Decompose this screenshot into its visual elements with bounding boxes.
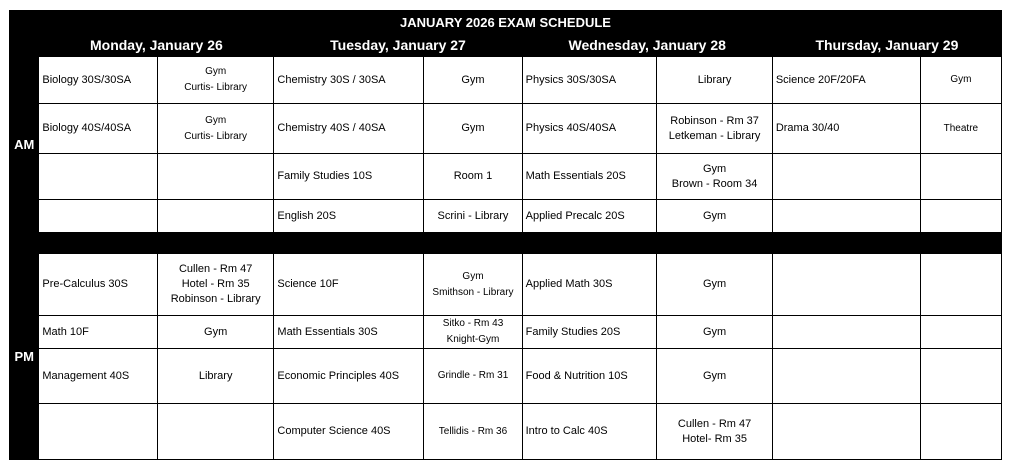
room-assignment: Brown - Room 34 <box>671 177 758 190</box>
course-cell-monday <box>39 200 158 233</box>
room-cell-thursday <box>920 316 1001 349</box>
room-assignment: Gym <box>950 74 972 85</box>
am-pm-separator <box>10 233 1002 254</box>
room-assignment: Robinson - Library <box>170 293 261 305</box>
room-assignment: Cullen - Rm 47 <box>178 263 253 275</box>
course-cell-tuesday: Science 10F <box>274 254 424 316</box>
course-cell-thursday: Science 20F/20FA <box>772 57 920 104</box>
room-cell-wednesday <box>657 404 772 460</box>
room-assignment: Gym <box>702 162 727 175</box>
am-period-label: AM <box>10 57 39 233</box>
room-assignment: Grindle - Rm 31 <box>437 370 509 381</box>
room-assignment: Theatre <box>943 122 979 134</box>
day-header-tuesday: Tuesday, January 27 <box>274 35 522 57</box>
room-assignment: Gym <box>702 278 727 290</box>
room-cell-monday <box>157 254 274 316</box>
course-cell-wednesday: Intro to Calc 40S <box>522 404 657 460</box>
room-assignment: Scrini - Library <box>437 209 509 222</box>
room-cell-monday <box>157 316 274 349</box>
course-cell-monday: Pre-Calculus 30S <box>39 254 158 316</box>
course-cell-thursday <box>772 254 920 316</box>
room-assignment: Gym <box>702 209 727 222</box>
room-cell-monday <box>157 154 274 200</box>
room-cell-thursday <box>920 200 1001 233</box>
room-assignment: Gym <box>205 114 227 126</box>
room-cell-wednesday <box>657 349 772 404</box>
room-assignment: Library <box>198 369 233 382</box>
schedule-row <box>10 154 1002 200</box>
course-cell-tuesday: Computer Science 40S <box>274 404 424 460</box>
room-cell-tuesday <box>424 254 522 316</box>
schedule-row <box>10 404 1002 460</box>
schedule-row <box>10 349 1002 404</box>
room-assignment: Gym <box>702 325 727 338</box>
exam-schedule-table <box>9 10 1002 460</box>
course-cell-monday: Management 40S <box>39 349 158 404</box>
course-cell-monday <box>39 404 158 460</box>
separator-bar <box>10 233 1002 254</box>
course-cell-thursday <box>772 404 920 460</box>
day-header-thursday: Thursday, January 29 <box>772 35 1001 57</box>
course-cell-wednesday: Applied Math 30S <box>522 254 657 316</box>
room-assignment: Tellidis - Rm 36 <box>438 425 508 437</box>
course-cell-monday: Biology 40S/40SA <box>39 104 158 154</box>
course-cell-tuesday: Math Essentials 30S <box>274 316 424 349</box>
room-cell-monday <box>157 57 274 104</box>
room-assignment: Letkeman - Library <box>668 129 761 142</box>
schedule-title: JANUARY 2026 EXAM SCHEDULE <box>10 11 1002 35</box>
room-cell-tuesday <box>424 404 522 460</box>
room-assignment: Gym <box>204 325 228 338</box>
course-cell-wednesday: Physics 40S/40SA <box>522 104 657 154</box>
course-cell-thursday <box>772 349 920 404</box>
room-assignment: Gym <box>461 122 485 134</box>
room-cell-tuesday <box>424 154 522 200</box>
room-cell-thursday <box>920 57 1001 104</box>
room-assignment: Hotel- Rm 35 <box>682 432 747 445</box>
course-cell-monday: Biology 30S/30SA <box>39 57 158 104</box>
room-cell-wednesday <box>657 104 772 154</box>
course-cell-thursday <box>772 316 920 349</box>
room-cell-thursday <box>920 104 1001 154</box>
room-cell-wednesday <box>657 316 772 349</box>
course-cell-thursday <box>772 200 920 233</box>
room-assignment: Gym <box>462 270 484 282</box>
schedule-row <box>10 200 1002 233</box>
room-cell-wednesday <box>657 200 772 233</box>
room-cell-monday <box>157 349 274 404</box>
room-assignment: Robinson - Rm 37 <box>670 114 759 127</box>
room-assignment: Library <box>697 73 732 86</box>
pm-period-label: PM <box>10 254 39 460</box>
course-cell-tuesday: Chemistry 40S / 40SA <box>274 104 424 154</box>
schedule-row <box>10 254 1002 316</box>
course-cell-wednesday: Physics 30S/30SA <box>522 57 657 104</box>
course-cell-tuesday: English 20S <box>274 200 424 233</box>
room-cell-wednesday <box>657 57 772 104</box>
room-cell-thursday <box>920 254 1001 316</box>
course-cell-thursday: Drama 30/40 <box>772 104 920 154</box>
course-cell-tuesday: Family Studies 10S <box>274 154 424 200</box>
period-header-blank <box>10 35 39 57</box>
room-assignment: Gym <box>702 369 727 382</box>
room-assignment: Room 1 <box>453 170 493 182</box>
room-assignment: Hotel - Rm 35 <box>181 278 250 290</box>
course-cell-wednesday: Math Essentials 20S <box>522 154 657 200</box>
room-assignment: Gym <box>205 66 227 77</box>
day-header-monday: Monday, January 26 <box>39 35 274 57</box>
course-cell-wednesday: Family Studies 20S <box>522 316 657 349</box>
room-cell-monday <box>157 104 274 154</box>
room-cell-thursday <box>920 404 1001 460</box>
course-cell-monday <box>39 154 158 200</box>
room-assignment: Curtis- Library <box>184 130 248 142</box>
course-cell-wednesday: Applied Precalc 20S <box>522 200 657 233</box>
day-header-wednesday: Wednesday, January 28 <box>522 35 772 57</box>
title-row <box>10 11 1002 35</box>
room-cell-monday <box>157 200 274 233</box>
course-cell-wednesday: Food & Nutrition 10S <box>522 349 657 404</box>
course-cell-thursday <box>772 154 920 200</box>
schedule-row <box>10 316 1002 349</box>
room-assignment: Sitko - Rm 43 <box>442 318 504 329</box>
room-assignment: Cullen - Rm 47 <box>677 417 752 430</box>
room-cell-tuesday <box>424 200 522 233</box>
schedule-row <box>10 104 1002 154</box>
course-cell-monday: Math 10F <box>39 316 158 349</box>
room-cell-tuesday <box>424 57 522 104</box>
room-cell-tuesday <box>424 316 522 349</box>
room-cell-thursday <box>920 349 1001 404</box>
room-assignment: Smithson - Library <box>432 286 514 298</box>
room-assignment: Curtis- Library <box>184 82 248 93</box>
room-cell-wednesday <box>657 154 772 200</box>
day-header-row <box>10 35 1002 57</box>
room-cell-tuesday <box>424 104 522 154</box>
schedule-row <box>10 57 1002 104</box>
course-cell-tuesday: Economic Principles 40S <box>274 349 424 404</box>
room-cell-monday <box>157 404 274 460</box>
room-cell-thursday <box>920 154 1001 200</box>
course-cell-tuesday: Chemistry 30S / 30SA <box>274 57 424 104</box>
room-cell-wednesday <box>657 254 772 316</box>
room-assignment: Gym <box>461 73 485 86</box>
room-assignment: Knight-Gym <box>446 334 500 345</box>
room-cell-tuesday <box>424 349 522 404</box>
